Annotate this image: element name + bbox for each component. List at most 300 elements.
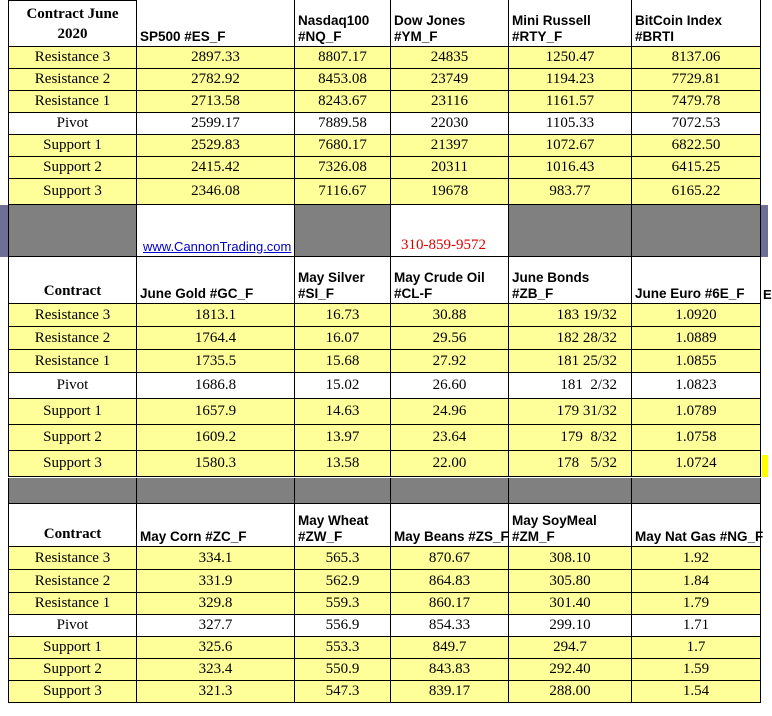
value-cell [137,637,295,659]
value-cell [509,135,632,157]
header-text: Mini Russell [512,13,591,28]
header-text: #SI_F [298,286,335,301]
row-label-text: Resistance 1 [34,595,111,611]
row-label-text: Support 2 [43,159,102,175]
header-text: #ZW_F [298,529,343,544]
value-text: 1580.3 [194,455,237,471]
value-text: 7479.78 [671,93,721,109]
value-cell [632,425,761,451]
section1-header-1 [137,0,295,47]
website-link[interactable]: www.CannonTrading.com [143,239,292,254]
section3-row-2 [0,593,768,615]
value-cell [391,113,509,135]
header-text: #ZM_F [512,529,555,544]
value-cell [632,69,761,91]
row-label [8,399,137,425]
value-text: 864.83 [428,572,471,589]
value-cell [632,157,761,179]
value-cell [391,373,509,399]
value-text: 1.0823 [675,377,717,393]
value-cell [391,615,509,637]
value-cell [137,570,295,593]
section1-row-1 [0,69,768,91]
value-cell [632,350,761,373]
value-text: 7680.17 [318,137,367,153]
header-text: #RTY_F [512,29,563,44]
section2-header-2 [295,257,391,304]
value-cell [137,327,295,350]
value-text: 30.88 [432,306,467,323]
section2-header-1 [137,257,295,304]
value-text: 1161.57 [545,93,595,109]
value-cell [632,373,761,399]
value-text: 179 31/32 [556,403,617,419]
row-label-text: Support 1 [43,403,102,419]
value-cell [137,91,295,113]
value-cell [137,135,295,157]
value-text: 13.58 [325,455,360,471]
value-cell [137,399,295,425]
value-text: 288.00 [549,683,591,699]
header-text: May Crude Oil [394,270,485,285]
separator-cell [632,205,761,257]
row-label [8,304,137,327]
value-text: 559.3 [325,595,360,611]
value-cell [295,570,391,593]
value-text: 8807.17 [318,49,367,65]
value-cell [137,659,295,681]
value-text: 1.0920 [675,306,717,323]
value-cell [509,350,632,373]
value-text: 179 8/32 [560,429,617,445]
row-label [8,373,137,399]
value-cell [509,425,632,451]
section3-header-2 [295,504,391,547]
value-text: 301.40 [549,595,591,611]
value-text: 562.9 [325,572,360,589]
value-cell [295,91,391,113]
value-text: 23.64 [432,429,467,445]
value-text: 1764.4 [194,329,237,346]
value-text: 7072.53 [671,115,721,131]
value-cell [295,399,391,425]
value-cell [391,637,509,659]
value-cell [632,399,761,425]
value-cell [509,113,632,135]
value-cell [632,327,761,350]
value-cell [632,659,761,681]
value-cell [391,593,509,615]
value-text: 1.71 [682,617,710,633]
value-text: 23116 [431,93,468,109]
separator-cell [8,478,137,504]
section2-row-1 [0,327,768,350]
value-cell [137,593,295,615]
value-text: 2599.17 [191,115,240,131]
value-text: 1.0724 [675,455,717,471]
row-label-text: Resistance 3 [34,549,111,566]
separator-cell [509,205,632,257]
section1-header-2 [295,0,391,47]
value-text: 19678 [430,183,469,199]
value-cell [509,593,632,615]
header-text: Nasdaq100 [298,13,370,28]
section1-header-row [0,0,768,47]
value-text: 7889.58 [318,115,367,131]
section1-row-4 [0,135,768,157]
value-cell [509,451,632,477]
value-text: 1686.8 [194,377,237,393]
section2-row-5 [0,425,768,451]
row-label [8,547,137,570]
value-cell [391,570,509,593]
section1-header-3 [391,0,509,47]
row-label [8,615,137,637]
row-label [8,570,137,593]
value-text: 565.3 [325,549,360,566]
value-cell [632,304,761,327]
value-cell [391,327,509,350]
section3-row-1 [0,570,768,593]
header-text: May Wheat [298,513,369,528]
separator-cell [295,205,391,257]
row-label [8,135,137,157]
value-text: 27.92 [432,352,467,369]
value-text: 843.83 [428,661,471,677]
value-text: 334.1 [198,549,233,566]
value-text: 22030 [430,115,469,131]
value-cell [295,593,391,615]
value-cell [137,304,295,327]
value-text: 29.56 [432,329,467,346]
value-cell [509,637,632,659]
value-text: 2713.58 [191,93,240,109]
value-text: 294.7 [553,639,587,655]
section2-row-4 [0,399,768,425]
value-cell [391,451,509,477]
section2-row-2 [0,350,768,373]
header-text: May Beans #ZS_F [394,529,509,544]
row-label [8,91,137,113]
value-text: 183 19/32 [556,306,617,323]
value-text: 16.07 [325,329,360,346]
row-label-text: Resistance 3 [34,49,111,65]
value-cell [509,157,632,179]
section3-header-4 [509,504,632,547]
header-text: June Euro #6E_F [635,286,745,301]
row-label [8,350,137,373]
value-cell [509,399,632,425]
value-text: 1609.2 [194,429,237,445]
separator-cell [391,205,509,257]
row-label-text: Support 3 [43,183,102,199]
separator-cell [137,205,295,257]
section2-row-0 [0,304,768,327]
section1-row-5 [0,157,768,179]
value-cell [391,157,509,179]
value-text: 1.0889 [675,329,717,346]
header-text: Contract [43,283,102,299]
value-text: 6415.25 [671,159,721,175]
value-cell [295,69,391,91]
value-text: 2782.92 [191,71,240,87]
value-text: 1.84 [682,572,710,589]
separator-cell [8,205,137,257]
row-label-text: Support 2 [43,429,102,445]
value-cell [295,659,391,681]
header-text: 2020 [57,25,88,42]
contact-row [0,205,768,257]
value-text: 860.17 [428,595,471,611]
section3-row-5 [0,659,768,681]
section1-header-0 [8,0,137,47]
header-text: June Bonds [512,270,590,285]
row-label [8,113,137,135]
row-label-text: Pivot [56,377,89,393]
row-label-text: Resistance 3 [34,306,111,323]
row-label-text: Support 3 [43,455,102,471]
value-cell [632,681,761,703]
value-cell [295,547,391,570]
header-text: SP500 #ES_F [140,29,226,44]
separator-cell [295,478,391,504]
value-text: 329.8 [198,595,233,611]
value-cell [509,179,632,205]
value-text: 7326.08 [318,159,367,175]
section2-header-4 [509,257,632,304]
value-cell [632,615,761,637]
header-text: Dow Jones [394,13,466,28]
value-cell [295,327,391,350]
value-text: 15.68 [325,352,360,369]
header-text: June Gold #GC_F [140,286,254,301]
separator-cell [632,478,761,504]
value-text: 15.02 [325,377,360,393]
value-text: 1250.47 [545,49,595,65]
overflow-text: E [763,287,772,302]
value-text: 870.67 [428,549,471,566]
value-text: 1.59 [682,661,710,677]
value-cell [632,47,761,69]
value-text: 22.00 [432,455,467,471]
value-cell [137,451,295,477]
value-text: 327.7 [198,617,233,633]
value-cell [137,373,295,399]
value-text: 308.10 [549,549,591,566]
value-text: 24835 [430,49,469,65]
row-label-text: Resistance 2 [34,572,111,589]
highlight-mark [762,455,768,477]
value-cell [295,135,391,157]
value-text: 182 28/32 [556,329,617,346]
value-cell [295,425,391,451]
value-cell [137,681,295,703]
header-text: #BRTI [635,29,675,44]
value-cell [632,113,761,135]
separator-row [0,478,768,504]
row-label [8,425,137,451]
value-cell [509,69,632,91]
separator-right-band [761,205,768,257]
row-label [8,47,137,69]
separator-cell [137,478,295,504]
value-text: 2415.42 [191,159,240,175]
value-text: 8453.08 [318,71,367,87]
value-text: 983.77 [549,183,591,199]
section3-header-0 [8,504,137,547]
value-cell [632,135,761,157]
row-label [8,451,137,477]
value-text: 2346.08 [191,183,240,199]
row-label-text: Support 2 [43,661,102,677]
value-cell [137,179,295,205]
value-cell [295,113,391,135]
section1-row-6 [0,179,768,205]
row-label [8,637,137,659]
value-cell [509,327,632,350]
value-cell [391,47,509,69]
value-text: 839.17 [428,683,471,699]
value-cell [632,179,761,205]
row-label-text: Pivot [56,617,89,633]
value-cell [137,47,295,69]
row-label-text: Resistance 2 [34,71,111,87]
value-cell [137,113,295,135]
value-cell [632,570,761,593]
value-cell [295,681,391,703]
header-text: May SoyMeal [512,513,597,528]
value-text: 181 2/32 [560,377,617,393]
value-text: 7729.81 [671,71,721,87]
value-cell [295,179,391,205]
section3-header-3 [391,504,509,547]
value-text: 8243.67 [318,93,367,109]
value-text: 181 25/32 [556,352,617,369]
value-cell [137,425,295,451]
section2-row-3 [0,373,768,399]
value-text: 21397 [430,137,469,153]
row-label-text: Resistance 1 [34,352,111,369]
value-text: 16.73 [325,306,360,323]
section3-row-3 [0,615,768,637]
value-cell [137,350,295,373]
section3-header-1 [137,504,295,547]
value-text: 299.10 [549,617,591,633]
value-cell [509,570,632,593]
value-cell [295,350,391,373]
value-text: 325.6 [198,639,233,655]
value-cell [391,547,509,570]
value-text: 24.96 [432,403,467,419]
value-text: 1.0855 [675,352,717,369]
value-text: 14.63 [325,403,360,419]
section3-header-5 [632,504,764,547]
value-cell [509,681,632,703]
value-cell [632,451,761,477]
value-text: 178 5/32 [556,455,617,471]
value-cell [509,547,632,570]
value-cell [509,47,632,69]
header-text: Contract June [26,5,119,22]
value-cell [295,451,391,477]
value-cell [509,615,632,637]
value-cell [391,91,509,113]
value-text: 321.3 [198,683,233,699]
value-cell [391,425,509,451]
header-text: #CL-F [394,286,433,301]
row-label [8,157,137,179]
section1-row-2 [0,91,768,113]
section1-header-5 [632,0,761,47]
value-text: 854.33 [428,617,471,633]
row-label-text: Support 1 [43,639,102,655]
row-label-text: Support 3 [43,683,102,699]
row-label [8,69,137,91]
header-text: BitCoin Index [635,13,722,28]
section2-header-0 [8,257,137,304]
value-text: 1105.33 [545,115,595,131]
value-text: 553.3 [325,639,360,655]
value-text: 23749 [430,71,469,87]
value-cell [509,659,632,681]
value-cell [391,135,509,157]
value-text: 849.7 [432,639,467,655]
value-text: 1.79 [682,595,710,611]
section2-header-row [0,257,768,304]
value-text: 1813.1 [194,306,237,323]
value-cell [509,373,632,399]
header-text: May Corn #ZC_F [140,529,247,544]
header-text: #YM_F [394,29,438,44]
value-text: 20311 [431,159,468,175]
phone-number: 310-859-9572 [401,237,486,253]
value-text: 1194.23 [545,71,595,87]
value-cell [295,304,391,327]
value-text: 556.9 [325,617,360,633]
value-text: 6165.22 [671,183,721,199]
value-cell [295,157,391,179]
value-cell [391,681,509,703]
row-label [8,179,137,205]
value-text: 1016.43 [545,159,595,175]
value-cell [391,179,509,205]
value-cell [295,373,391,399]
value-text: 6822.50 [671,137,721,153]
section3-row-0 [0,547,768,570]
value-text: 1.0789 [675,403,717,419]
value-cell [391,659,509,681]
value-cell [295,47,391,69]
row-label [8,593,137,615]
row-label [8,681,137,703]
value-cell [137,157,295,179]
value-text: 2897.33 [191,49,240,65]
section3-row-6 [0,681,768,703]
value-text: 305.80 [549,572,591,589]
value-text: 1.92 [682,549,710,566]
value-cell [509,91,632,113]
value-cell [509,304,632,327]
value-text: 1.54 [682,683,710,699]
value-text: 1657.9 [194,403,237,419]
value-text: 547.3 [325,683,360,699]
row-label [8,659,137,681]
row-label [8,327,137,350]
value-cell [137,547,295,570]
value-cell [391,304,509,327]
section2-header-3 [391,257,509,304]
section3-header-row [0,504,768,547]
